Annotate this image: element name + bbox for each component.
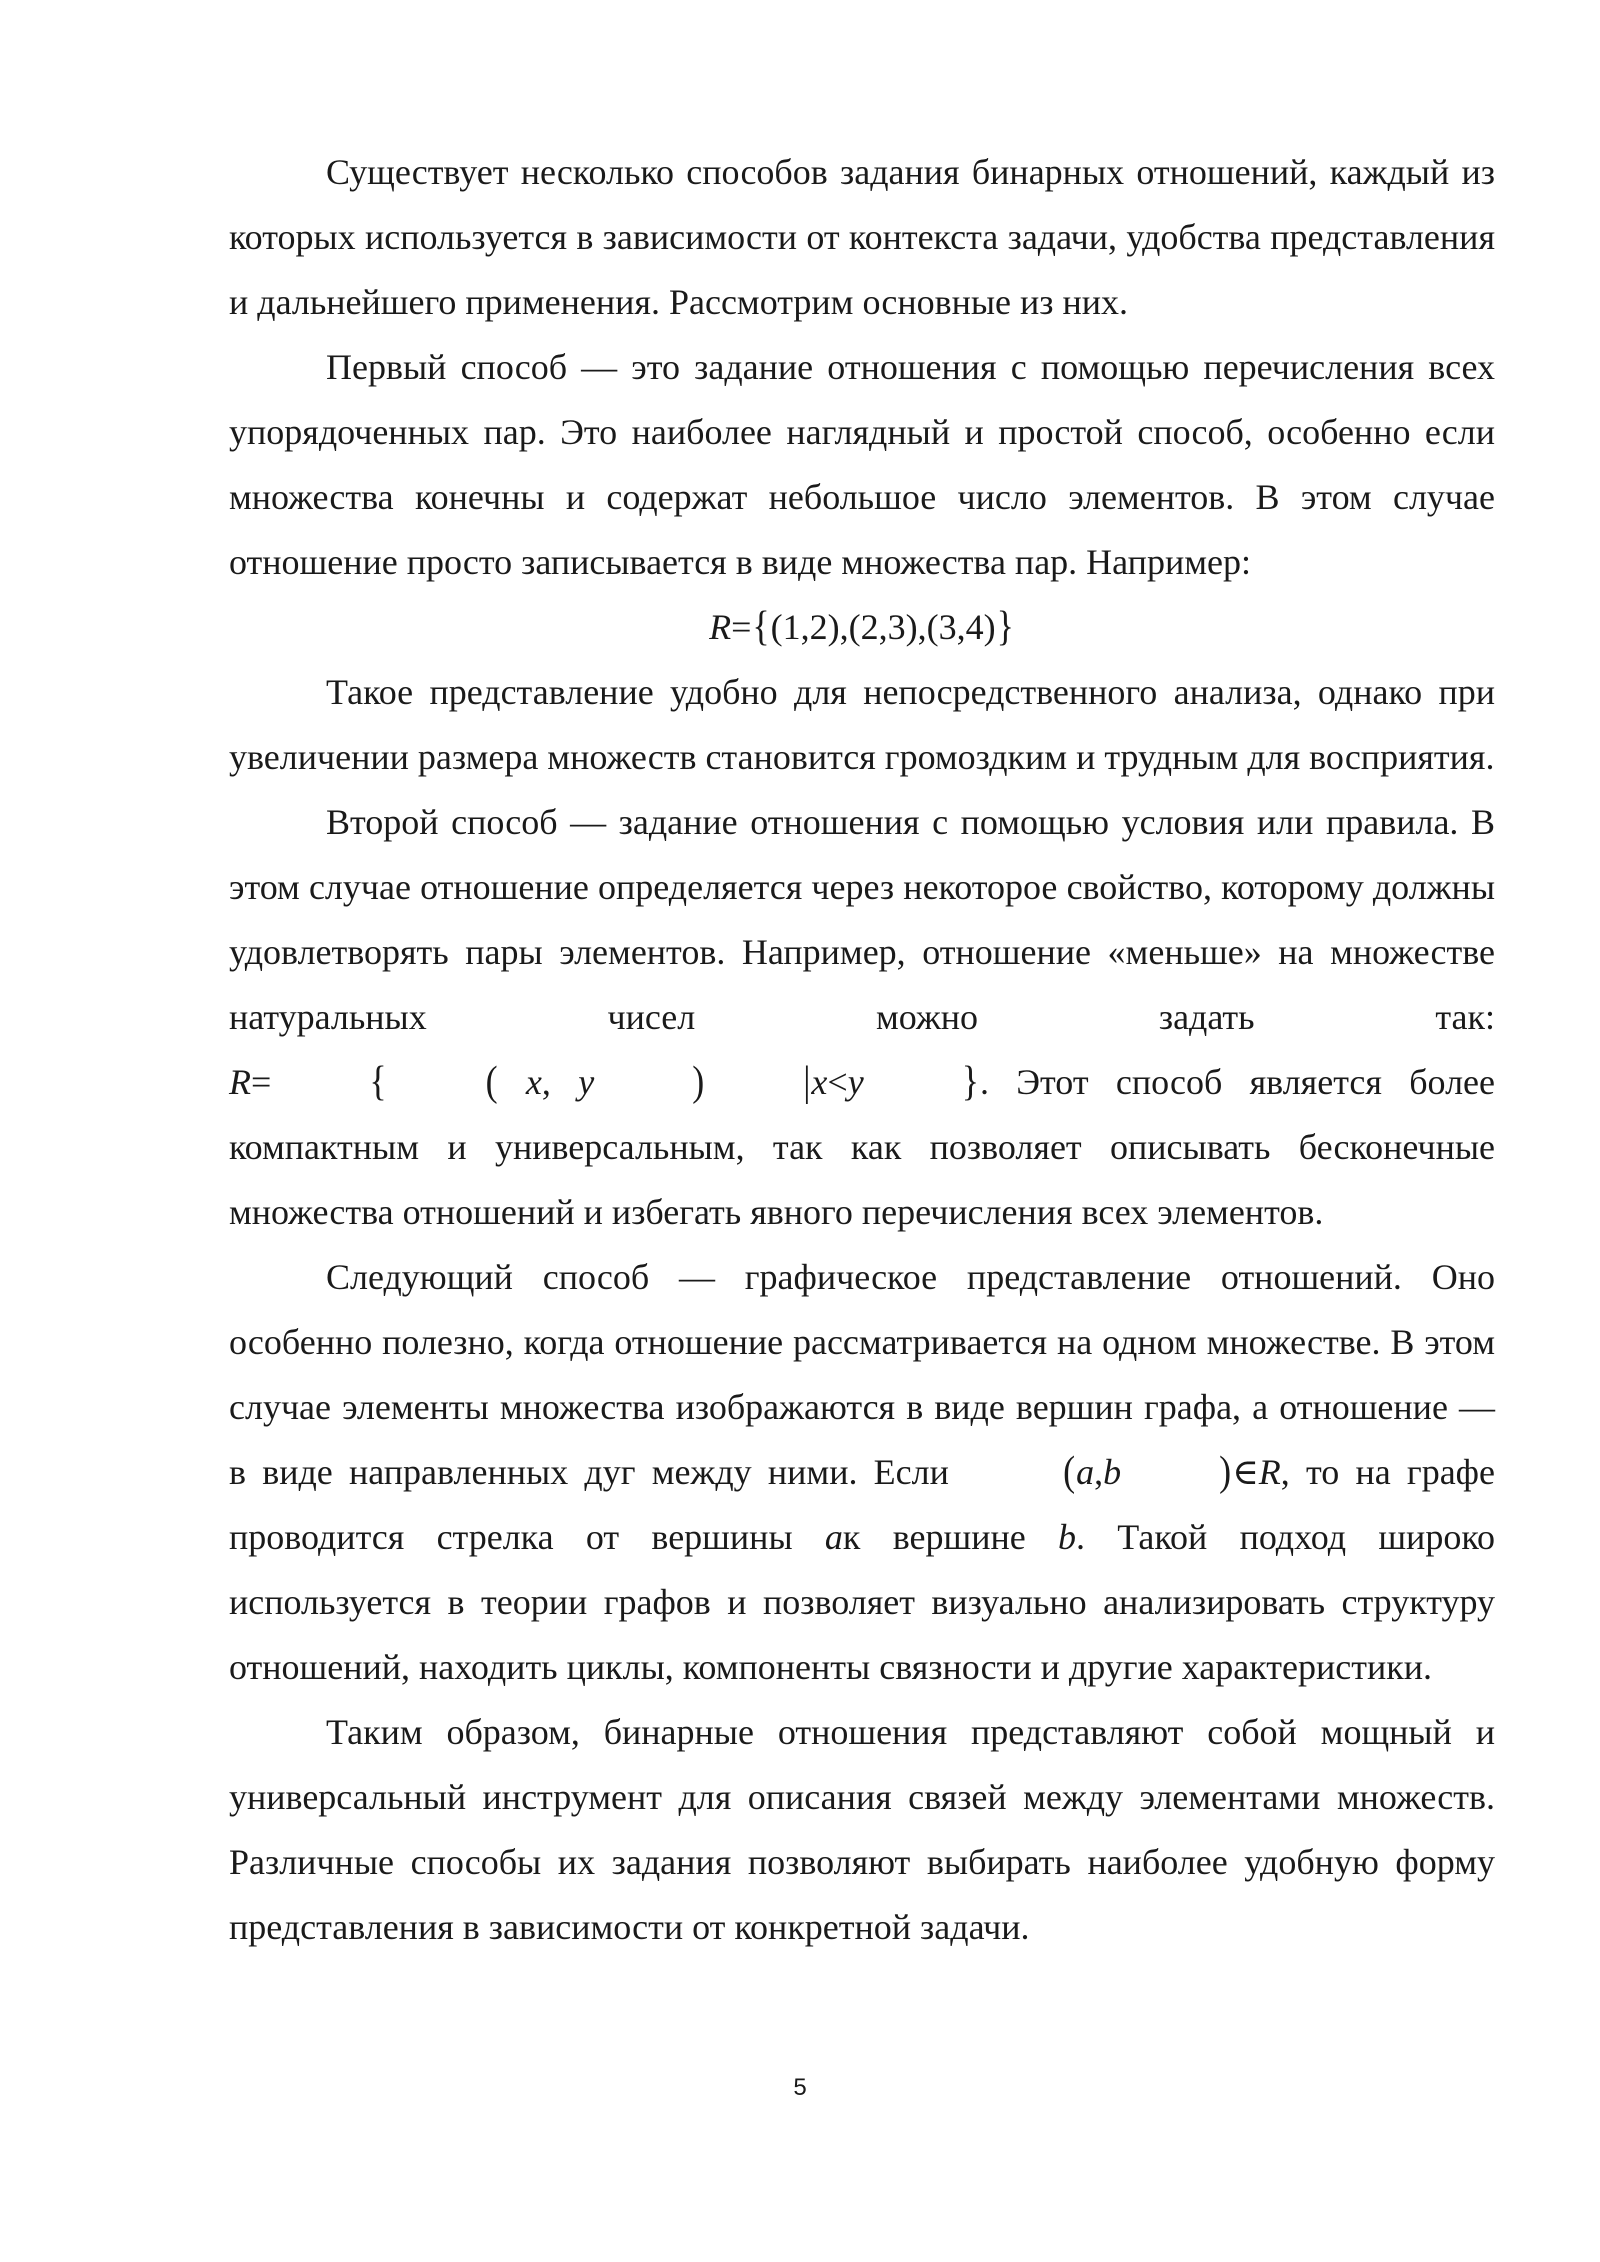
paragraph-graph-method xyxy=(229,1245,1495,1700)
formula-rule-close-brace: } xyxy=(961,1057,979,1105)
formula-rule-lhs: R xyxy=(229,1062,251,1102)
paragraph-enumeration-text: Первый способ — это задание отношения с помощью перечисления всех упорядоченных пар. Это наиболее наглядный и простой способ, особенно если множества конечны и содержат небольшое число элементов. В этом случае отношение просто записывается в виде множества пар. Например: xyxy=(229,347,1495,582)
vertex-b: b xyxy=(1058,1517,1076,1557)
paragraph-rule-text-before: Второй способ — задание отношения с помощью условия или правила. В этом случае отношение определяется через некоторое свойство, которому должны удовлетворять пары элементов. Например, отношение «меньше» на множестве натуральных чисел можно задать так: xyxy=(229,802,1495,1037)
formula-enumeration-close-brace: } xyxy=(996,602,1014,650)
paragraph-enumeration-method xyxy=(229,335,1495,595)
formula-rule-bar: | xyxy=(803,1057,811,1105)
formula-rule xyxy=(229,1057,980,1105)
formula-enumeration-sep-2: , xyxy=(917,607,927,647)
formula-rule-open-brace: { xyxy=(369,1057,387,1105)
formula-membership-b: b xyxy=(1103,1452,1122,1492)
formula-rule-comma: , xyxy=(541,1062,551,1102)
paragraph-graph-text-4: . Такой подход широко используется в теории графов и позволяет визуально анализировать структуру отношений, находить циклы, компоненты связности и другие характеристики. xyxy=(229,1517,1495,1687)
formula-enumeration-math xyxy=(709,602,1015,650)
formula-membership xyxy=(965,1447,1281,1495)
formula-membership-set: R xyxy=(1258,1452,1281,1492)
paragraph-conclusion-text: Таким образом, бинарные отношения представляют собой мощный и универсальный инструмент для описания связей между элементами множеств. Различные способы их задания позволяют выбирать наиболее удобную форму представления в зависимости от конкретной задачи. xyxy=(229,1712,1495,1947)
formula-enumeration-sep-1: , xyxy=(839,607,849,647)
formula-rule-eq: = xyxy=(251,1062,272,1102)
formula-rule-pair-close: ) xyxy=(692,1057,705,1105)
formula-rule-lt: < xyxy=(827,1062,848,1102)
paragraph-graph-text-2: , то на графе проводится стрелка от вершины xyxy=(229,1452,1495,1557)
formula-enumeration-open-brace: { xyxy=(752,602,770,650)
formula-rule-cond-x: x xyxy=(811,1062,828,1102)
formula-membership-in: ∈ xyxy=(1232,1452,1259,1492)
formula-enumeration-pair-2: (2,3) xyxy=(848,607,918,647)
paragraph-enumeration-drawbacks-text: Такое представление удобно для непосредственного анализа, однако при увеличении размера множеств становится громоздким и трудным для восприятия. xyxy=(229,672,1495,777)
paragraph-conclusion xyxy=(229,1700,1495,1960)
paragraph-graph-text-1: Следующий способ — графическое представление отношений. Оно особенно полезно, когда отношение рассматривается на одном множестве. В этом случае элементы множества изображаются в виде вершин графа, а отношение — в виде направленных дуг между ними. Если xyxy=(229,1257,1495,1492)
paragraph-rule-method xyxy=(229,790,1495,1245)
formula-membership-open: ( xyxy=(1063,1447,1076,1495)
paragraph-rule-text-after: . Этот способ является более компактным и универсальным, так как позволяет описывать бесконечные множества отношений и избегать явного перечисления всех элементов. xyxy=(229,1062,1495,1232)
formula-rule-y: y xyxy=(578,1062,595,1102)
page-body xyxy=(229,140,1495,1960)
formula-enumeration-lhs: R xyxy=(709,607,732,647)
formula-rule-x: x xyxy=(525,1062,542,1102)
paragraph-enumeration-drawbacks xyxy=(229,660,1495,790)
formula-enumeration-pair-3: (3,4) xyxy=(926,607,996,647)
vertex-a: a xyxy=(824,1517,843,1557)
formula-membership-a: a xyxy=(1076,1452,1095,1492)
formula-enumeration-eq: = xyxy=(731,607,752,647)
formula-enumeration xyxy=(229,595,1495,660)
paragraph-intro-text: Существует несколько способов задания бинарных отношений, каждый из которых используется в зависимости от контекста задачи, удобства представления и дальнейшего применения. Рассмотрим основные из них. xyxy=(229,152,1495,322)
formula-enumeration-pair-1: (1,2) xyxy=(770,607,840,647)
page-number: 5 xyxy=(793,2074,807,2101)
formula-membership-comma: , xyxy=(1094,1452,1104,1492)
formula-rule-pair-open: ( xyxy=(485,1057,498,1105)
paragraph-graph-text-3: к вершине xyxy=(842,1517,1058,1557)
paragraph-intro xyxy=(229,140,1495,335)
formula-rule-cond-y: y xyxy=(847,1062,864,1102)
formula-membership-close: ) xyxy=(1219,1447,1232,1495)
